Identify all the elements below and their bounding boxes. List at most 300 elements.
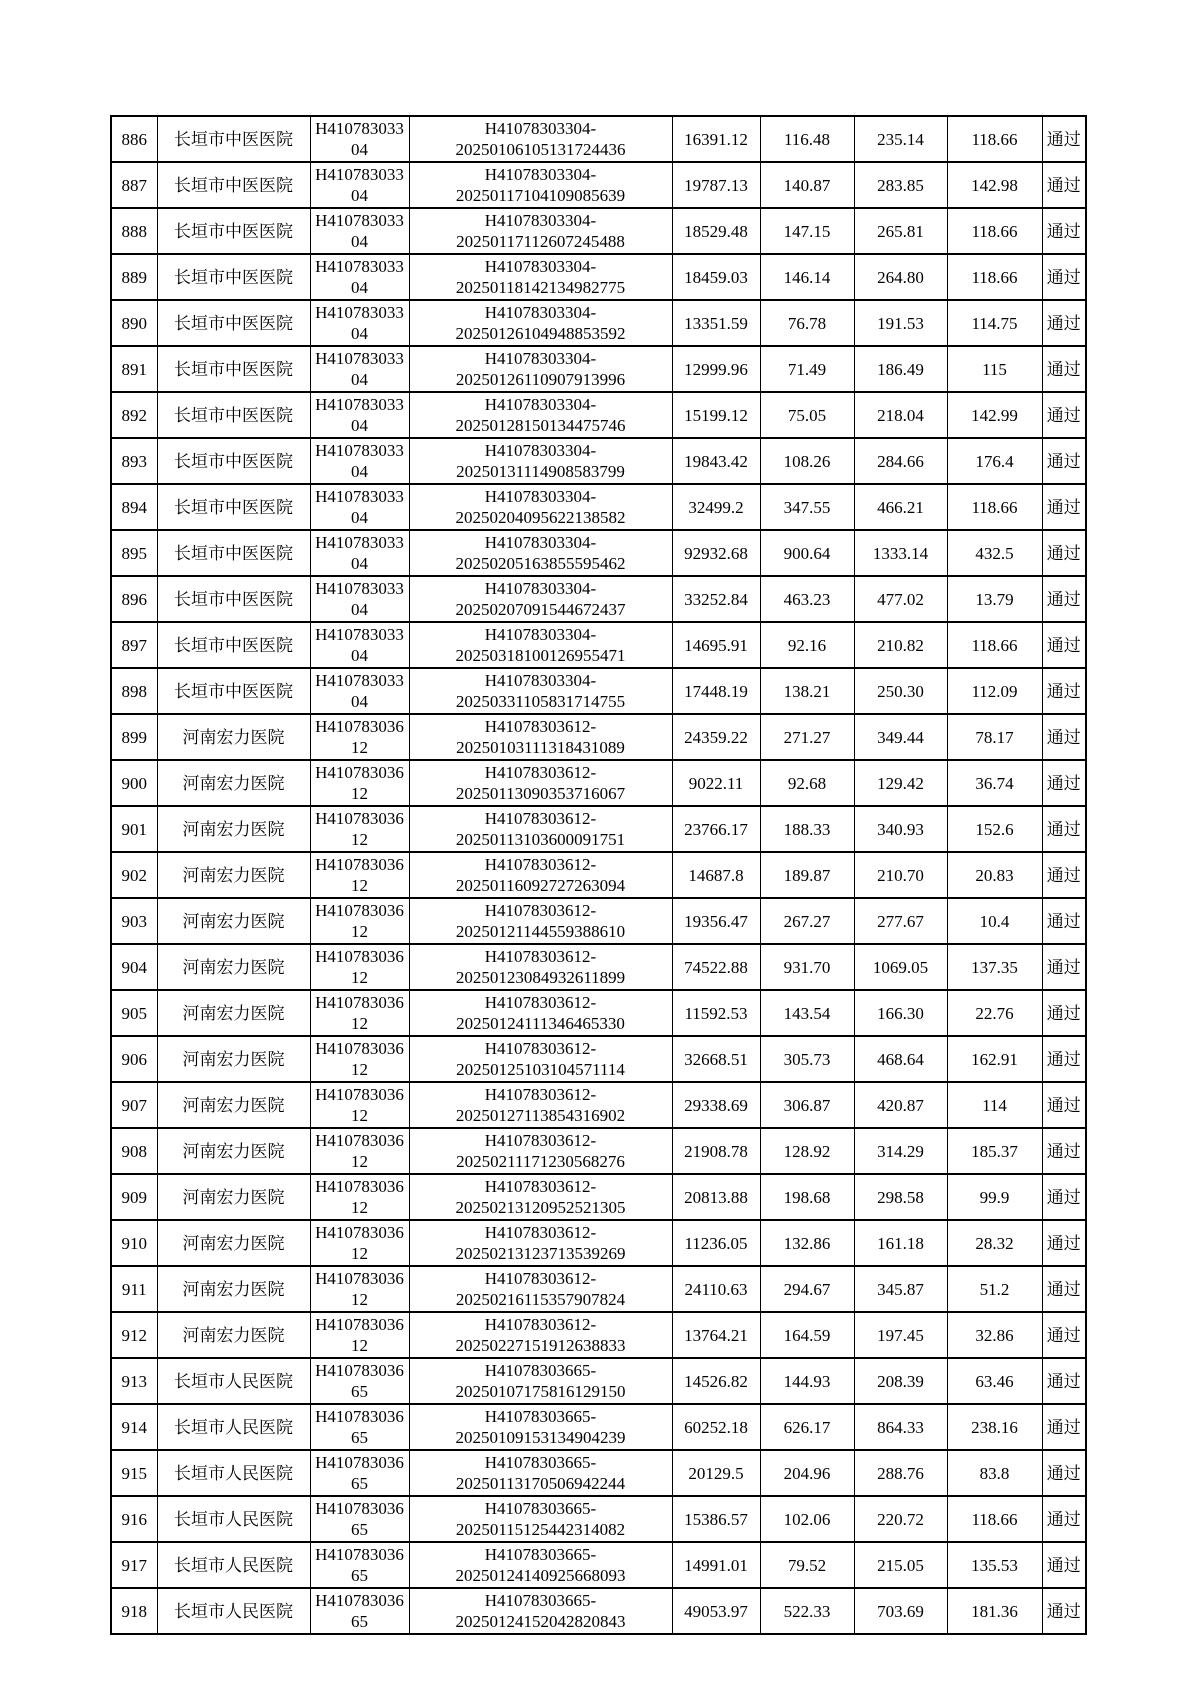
hospital-code-cell: H41078303612 [310, 1220, 409, 1266]
row-number-cell: 909 [111, 1174, 157, 1220]
hospital-code-cell: H41078303612 [310, 760, 409, 806]
hospital-name-cell: 长垣市中医医院 [157, 668, 310, 714]
amount4-cell: 20.83 [947, 852, 1042, 898]
settlement-id-cell: H41078303304-20250331105831714755 [409, 668, 672, 714]
hospital-name-cell: 长垣市中医医院 [157, 530, 310, 576]
amount4-cell: 32.86 [947, 1312, 1042, 1358]
amount1-cell: 19787.13 [672, 162, 760, 208]
hospital-code-cell: H41078303612 [310, 1036, 409, 1082]
hospital-name-cell: 长垣市人民医院 [157, 1450, 310, 1496]
amount3-cell: 186.49 [854, 346, 947, 392]
hospital-code-cell: H41078303665 [310, 1496, 409, 1542]
amount4-cell: 10.4 [947, 898, 1042, 944]
hospital-code-cell: H41078303304 [310, 668, 409, 714]
amount4-cell: 13.79 [947, 576, 1042, 622]
amount4-cell: 22.76 [947, 990, 1042, 1036]
amount4-cell: 142.98 [947, 162, 1042, 208]
amount2-cell: 267.27 [760, 898, 854, 944]
hospital-name-cell: 河南宏力医院 [157, 1082, 310, 1128]
row-number-cell: 886 [111, 116, 157, 162]
table-row [111, 162, 1086, 208]
amount1-cell: 15199.12 [672, 392, 760, 438]
amount2-cell: 147.15 [760, 208, 854, 254]
amount2-cell: 132.86 [760, 1220, 854, 1266]
amount1-cell: 14695.91 [672, 622, 760, 668]
table-row [111, 1404, 1086, 1450]
amount3-cell: 1069.05 [854, 944, 947, 990]
amount2-cell: 305.73 [760, 1036, 854, 1082]
table-row [111, 484, 1086, 530]
hospital-code-cell: H41078303612 [310, 944, 409, 990]
settlement-id-cell: H41078303612-20250125103104571114 [409, 1036, 672, 1082]
amount1-cell: 15386.57 [672, 1496, 760, 1542]
amount2-cell: 146.14 [760, 254, 854, 300]
amount3-cell: 864.33 [854, 1404, 947, 1450]
amount4-cell: 115 [947, 346, 1042, 392]
table-row [111, 1220, 1086, 1266]
settlement-id-cell: H41078303665-20250124140925668093 [409, 1542, 672, 1588]
table-row [111, 576, 1086, 622]
amount1-cell: 20813.88 [672, 1174, 760, 1220]
row-number-cell: 916 [111, 1496, 157, 1542]
hospital-code-cell: H41078303612 [310, 990, 409, 1036]
hospital-name-cell: 河南宏力医院 [157, 1174, 310, 1220]
amount4-cell: 118.66 [947, 1496, 1042, 1542]
hospital-name-cell: 河南宏力医院 [157, 852, 310, 898]
row-number-cell: 902 [111, 852, 157, 898]
row-number-cell: 907 [111, 1082, 157, 1128]
amount4-cell: 238.16 [947, 1404, 1042, 1450]
hospital-name-cell: 河南宏力医院 [157, 714, 310, 760]
table-row [111, 668, 1086, 714]
amount3-cell: 264.80 [854, 254, 947, 300]
review-status-cell: 通过 [1042, 760, 1086, 806]
hospital-name-cell: 河南宏力医院 [157, 760, 310, 806]
settlement-id-cell: H41078303612-20250113090353716067 [409, 760, 672, 806]
hospital-code-cell: H41078303612 [310, 898, 409, 944]
hospital-code-cell: H41078303665 [310, 1450, 409, 1496]
settlement-id-cell: H41078303304-20250117112607245488 [409, 208, 672, 254]
settlement-id-cell: H41078303665-20250124152042820843 [409, 1588, 672, 1634]
amount1-cell: 92932.68 [672, 530, 760, 576]
amount1-cell: 23766.17 [672, 806, 760, 852]
review-status-cell: 通过 [1042, 162, 1086, 208]
row-number-cell: 887 [111, 162, 157, 208]
review-status-cell: 通过 [1042, 944, 1086, 990]
settlement-id-cell: H41078303304-20250207091544672437 [409, 576, 672, 622]
table-row [111, 438, 1086, 484]
hospital-name-cell: 河南宏力医院 [157, 944, 310, 990]
review-status-cell: 通过 [1042, 1128, 1086, 1174]
hospital-code-cell: H41078303612 [310, 1174, 409, 1220]
hospital-name-cell: 河南宏力医院 [157, 1220, 310, 1266]
hospital-name-cell: 长垣市人民医院 [157, 1358, 310, 1404]
amount4-cell: 51.2 [947, 1266, 1042, 1312]
amount2-cell: 92.68 [760, 760, 854, 806]
amount2-cell: 102.06 [760, 1496, 854, 1542]
amount4-cell: 83.8 [947, 1450, 1042, 1496]
table-row [111, 1082, 1086, 1128]
review-status-cell: 通过 [1042, 668, 1086, 714]
amount3-cell: 208.39 [854, 1358, 947, 1404]
amount2-cell: 144.93 [760, 1358, 854, 1404]
amount1-cell: 11592.53 [672, 990, 760, 1036]
settlement-id-cell: H41078303665-20250107175816129150 [409, 1358, 672, 1404]
settlement-id-cell: H41078303304-20250126110907913996 [409, 346, 672, 392]
table-row [111, 622, 1086, 668]
amount3-cell: 1333.14 [854, 530, 947, 576]
amount2-cell: 900.64 [760, 530, 854, 576]
amount3-cell: 220.72 [854, 1496, 947, 1542]
amount3-cell: 468.64 [854, 1036, 947, 1082]
amount4-cell: 118.66 [947, 254, 1042, 300]
amount2-cell: 75.05 [760, 392, 854, 438]
settlement-id-cell: H41078303304-20250128150134475746 [409, 392, 672, 438]
hospital-name-cell: 河南宏力医院 [157, 990, 310, 1036]
hospital-code-cell: H41078303304 [310, 530, 409, 576]
settlement-table [110, 115, 1087, 1635]
amount4-cell: 63.46 [947, 1358, 1042, 1404]
amount3-cell: 235.14 [854, 116, 947, 162]
table-row [111, 392, 1086, 438]
review-status-cell: 通过 [1042, 392, 1086, 438]
amount3-cell: 210.70 [854, 852, 947, 898]
amount2-cell: 92.16 [760, 622, 854, 668]
amount2-cell: 931.70 [760, 944, 854, 990]
amount3-cell: 703.69 [854, 1588, 947, 1634]
amount3-cell: 215.05 [854, 1542, 947, 1588]
hospital-name-cell: 长垣市中医医院 [157, 576, 310, 622]
amount4-cell: 114 [947, 1082, 1042, 1128]
settlement-id-cell: H41078303612-20250121144559388610 [409, 898, 672, 944]
table-row [111, 1450, 1086, 1496]
table-row [111, 806, 1086, 852]
amount3-cell: 283.85 [854, 162, 947, 208]
table-row [111, 944, 1086, 990]
table-row [111, 346, 1086, 392]
hospital-name-cell: 河南宏力医院 [157, 1036, 310, 1082]
row-number-cell: 898 [111, 668, 157, 714]
amount1-cell: 11236.05 [672, 1220, 760, 1266]
amount1-cell: 60252.18 [672, 1404, 760, 1450]
review-status-cell: 通过 [1042, 1450, 1086, 1496]
amount2-cell: 138.21 [760, 668, 854, 714]
settlement-id-cell: H41078303304-20250131114908583799 [409, 438, 672, 484]
review-status-cell: 通过 [1042, 576, 1086, 622]
amount3-cell: 345.87 [854, 1266, 947, 1312]
hospital-name-cell: 长垣市中医医院 [157, 116, 310, 162]
row-number-cell: 904 [111, 944, 157, 990]
hospital-code-cell: H41078303304 [310, 254, 409, 300]
hospital-code-cell: H41078303304 [310, 484, 409, 530]
hospital-name-cell: 长垣市中医医院 [157, 346, 310, 392]
amount3-cell: 265.81 [854, 208, 947, 254]
hospital-name-cell: 长垣市中医医院 [157, 208, 310, 254]
row-number-cell: 894 [111, 484, 157, 530]
row-number-cell: 895 [111, 530, 157, 576]
row-number-cell: 917 [111, 1542, 157, 1588]
settlement-id-cell: H41078303612-20250213120952521305 [409, 1174, 672, 1220]
row-number-cell: 891 [111, 346, 157, 392]
amount1-cell: 19356.47 [672, 898, 760, 944]
amount4-cell: 185.37 [947, 1128, 1042, 1174]
amount3-cell: 349.44 [854, 714, 947, 760]
review-status-cell: 通过 [1042, 990, 1086, 1036]
review-status-cell: 通过 [1042, 254, 1086, 300]
amount1-cell: 74522.88 [672, 944, 760, 990]
settlement-id-cell: H41078303665-20250115125442314082 [409, 1496, 672, 1542]
table-row [111, 1128, 1086, 1174]
review-status-cell: 通过 [1042, 438, 1086, 484]
amount1-cell: 17448.19 [672, 668, 760, 714]
row-number-cell: 910 [111, 1220, 157, 1266]
amount4-cell: 152.6 [947, 806, 1042, 852]
table-row [111, 208, 1086, 254]
hospital-name-cell: 长垣市人民医院 [157, 1588, 310, 1634]
settlement-id-cell: H41078303304-20250205163855595462 [409, 530, 672, 576]
amount3-cell: 218.04 [854, 392, 947, 438]
review-status-cell: 通过 [1042, 622, 1086, 668]
settlement-id-cell: H41078303304-20250117104109085639 [409, 162, 672, 208]
table-row [111, 714, 1086, 760]
table-row [111, 852, 1086, 898]
amount1-cell: 24359.22 [672, 714, 760, 760]
settlement-id-cell: H41078303612-20250216115357907824 [409, 1266, 672, 1312]
amount1-cell: 18459.03 [672, 254, 760, 300]
settlement-id-cell: H41078303304-20250318100126955471 [409, 622, 672, 668]
amount3-cell: 466.21 [854, 484, 947, 530]
review-status-cell: 通过 [1042, 806, 1086, 852]
table-row [111, 1358, 1086, 1404]
hospital-code-cell: H41078303665 [310, 1404, 409, 1450]
amount3-cell: 284.66 [854, 438, 947, 484]
table-row [111, 1312, 1086, 1358]
amount1-cell: 29338.69 [672, 1082, 760, 1128]
hospital-code-cell: H41078303665 [310, 1542, 409, 1588]
amount2-cell: 463.23 [760, 576, 854, 622]
hospital-name-cell: 河南宏力医院 [157, 1266, 310, 1312]
settlement-id-cell: H41078303304-20250126104948853592 [409, 300, 672, 346]
hospital-code-cell: H41078303612 [310, 714, 409, 760]
amount3-cell: 420.87 [854, 1082, 947, 1128]
settlement-id-cell: H41078303612-20250211171230568276 [409, 1128, 672, 1174]
row-number-cell: 899 [111, 714, 157, 760]
amount2-cell: 164.59 [760, 1312, 854, 1358]
hospital-code-cell: H41078303304 [310, 622, 409, 668]
hospital-code-cell: H41078303665 [310, 1588, 409, 1634]
hospital-name-cell: 长垣市中医医院 [157, 254, 310, 300]
row-number-cell: 908 [111, 1128, 157, 1174]
settlement-id-cell: H41078303612-20250213123713539269 [409, 1220, 672, 1266]
row-number-cell: 903 [111, 898, 157, 944]
amount4-cell: 99.9 [947, 1174, 1042, 1220]
table-row [111, 254, 1086, 300]
amount3-cell: 314.29 [854, 1128, 947, 1174]
table-row [111, 1036, 1086, 1082]
settlement-id-cell: H41078303304-20250118142134982775 [409, 254, 672, 300]
amount1-cell: 12999.96 [672, 346, 760, 392]
amount4-cell: 118.66 [947, 484, 1042, 530]
table-row [111, 530, 1086, 576]
amount1-cell: 20129.5 [672, 1450, 760, 1496]
amount4-cell: 78.17 [947, 714, 1042, 760]
amount4-cell: 118.66 [947, 622, 1042, 668]
hospital-code-cell: H41078303304 [310, 300, 409, 346]
hospital-name-cell: 长垣市人民医院 [157, 1542, 310, 1588]
row-number-cell: 911 [111, 1266, 157, 1312]
table-row [111, 1588, 1086, 1634]
row-number-cell: 914 [111, 1404, 157, 1450]
table-row [111, 116, 1086, 162]
amount1-cell: 21908.78 [672, 1128, 760, 1174]
hospital-name-cell: 河南宏力医院 [157, 1312, 310, 1358]
amount4-cell: 176.4 [947, 438, 1042, 484]
amount2-cell: 116.48 [760, 116, 854, 162]
review-status-cell: 通过 [1042, 852, 1086, 898]
amount3-cell: 197.45 [854, 1312, 947, 1358]
amount4-cell: 118.66 [947, 116, 1042, 162]
hospital-name-cell: 长垣市中医医院 [157, 162, 310, 208]
amount1-cell: 32668.51 [672, 1036, 760, 1082]
review-status-cell: 通过 [1042, 1036, 1086, 1082]
amount3-cell: 277.67 [854, 898, 947, 944]
amount2-cell: 271.27 [760, 714, 854, 760]
table-row [111, 1266, 1086, 1312]
amount2-cell: 188.33 [760, 806, 854, 852]
amount3-cell: 288.76 [854, 1450, 947, 1496]
settlement-id-cell: H41078303304-20250106105131724436 [409, 116, 672, 162]
row-number-cell: 889 [111, 254, 157, 300]
amount2-cell: 79.52 [760, 1542, 854, 1588]
hospital-code-cell: H41078303612 [310, 1266, 409, 1312]
table-row [111, 898, 1086, 944]
settlement-id-cell: H41078303612-20250227151912638833 [409, 1312, 672, 1358]
row-number-cell: 913 [111, 1358, 157, 1404]
row-number-cell: 896 [111, 576, 157, 622]
settlement-table-body [111, 116, 1086, 1634]
amount4-cell: 118.66 [947, 208, 1042, 254]
hospital-code-cell: H41078303612 [310, 806, 409, 852]
review-status-cell: 通过 [1042, 1496, 1086, 1542]
hospital-code-cell: H41078303304 [310, 576, 409, 622]
table-row [111, 760, 1086, 806]
amount2-cell: 198.68 [760, 1174, 854, 1220]
amount1-cell: 9022.11 [672, 760, 760, 806]
amount4-cell: 28.32 [947, 1220, 1042, 1266]
row-number-cell: 905 [111, 990, 157, 1036]
amount1-cell: 19843.42 [672, 438, 760, 484]
review-status-cell: 通过 [1042, 346, 1086, 392]
amount1-cell: 13764.21 [672, 1312, 760, 1358]
amount3-cell: 210.82 [854, 622, 947, 668]
review-status-cell: 通过 [1042, 1312, 1086, 1358]
amount3-cell: 191.53 [854, 300, 947, 346]
amount3-cell: 129.42 [854, 760, 947, 806]
table-row [111, 990, 1086, 1036]
hospital-name-cell: 长垣市人民医院 [157, 1404, 310, 1450]
review-status-cell: 通过 [1042, 1542, 1086, 1588]
amount3-cell: 340.93 [854, 806, 947, 852]
amount4-cell: 137.35 [947, 944, 1042, 990]
review-status-cell: 通过 [1042, 530, 1086, 576]
review-status-cell: 通过 [1042, 1082, 1086, 1128]
amount2-cell: 108.26 [760, 438, 854, 484]
review-status-cell: 通过 [1042, 1358, 1086, 1404]
amount2-cell: 71.49 [760, 346, 854, 392]
amount3-cell: 477.02 [854, 576, 947, 622]
review-status-cell: 通过 [1042, 484, 1086, 530]
row-number-cell: 918 [111, 1588, 157, 1634]
amount1-cell: 49053.97 [672, 1588, 760, 1634]
table-row [111, 1542, 1086, 1588]
settlement-id-cell: H41078303612-20250123084932611899 [409, 944, 672, 990]
hospital-name-cell: 长垣市人民医院 [157, 1496, 310, 1542]
row-number-cell: 893 [111, 438, 157, 484]
amount3-cell: 166.30 [854, 990, 947, 1036]
settlement-id-cell: H41078303612-20250116092727263094 [409, 852, 672, 898]
settlement-id-cell: H41078303665-20250109153134904239 [409, 1404, 672, 1450]
hospital-code-cell: H41078303304 [310, 116, 409, 162]
settlement-id-cell: H41078303612-20250113103600091751 [409, 806, 672, 852]
amount2-cell: 143.54 [760, 990, 854, 1036]
amount1-cell: 13351.59 [672, 300, 760, 346]
settlement-id-cell: H41078303612-20250127113854316902 [409, 1082, 672, 1128]
hospital-name-cell: 长垣市中医医院 [157, 300, 310, 346]
review-status-cell: 通过 [1042, 1220, 1086, 1266]
table-row [111, 1496, 1086, 1542]
hospital-code-cell: H41078303304 [310, 392, 409, 438]
amount3-cell: 161.18 [854, 1220, 947, 1266]
row-number-cell: 901 [111, 806, 157, 852]
amount2-cell: 140.87 [760, 162, 854, 208]
amount1-cell: 32499.2 [672, 484, 760, 530]
amount4-cell: 162.91 [947, 1036, 1042, 1082]
row-number-cell: 897 [111, 622, 157, 668]
hospital-code-cell: H41078303612 [310, 1082, 409, 1128]
amount1-cell: 14526.82 [672, 1358, 760, 1404]
hospital-name-cell: 长垣市中医医院 [157, 622, 310, 668]
hospital-name-cell: 长垣市中医医院 [157, 438, 310, 484]
amount4-cell: 142.99 [947, 392, 1042, 438]
amount2-cell: 128.92 [760, 1128, 854, 1174]
settlement-id-cell: H41078303304-20250204095622138582 [409, 484, 672, 530]
review-status-cell: 通过 [1042, 898, 1086, 944]
amount2-cell: 189.87 [760, 852, 854, 898]
amount1-cell: 14687.8 [672, 852, 760, 898]
hospital-code-cell: H41078303612 [310, 1312, 409, 1358]
amount1-cell: 16391.12 [672, 116, 760, 162]
settlement-id-cell: H41078303612-20250103111318431089 [409, 714, 672, 760]
row-number-cell: 912 [111, 1312, 157, 1358]
amount4-cell: 36.74 [947, 760, 1042, 806]
amount2-cell: 626.17 [760, 1404, 854, 1450]
amount1-cell: 33252.84 [672, 576, 760, 622]
amount1-cell: 14991.01 [672, 1542, 760, 1588]
hospital-code-cell: H41078303304 [310, 208, 409, 254]
review-status-cell: 通过 [1042, 1266, 1086, 1312]
hospital-code-cell: H41078303304 [310, 346, 409, 392]
amount1-cell: 24110.63 [672, 1266, 760, 1312]
amount2-cell: 522.33 [760, 1588, 854, 1634]
review-status-cell: 通过 [1042, 1404, 1086, 1450]
amount4-cell: 114.75 [947, 300, 1042, 346]
review-status-cell: 通过 [1042, 116, 1086, 162]
amount4-cell: 135.53 [947, 1542, 1042, 1588]
hospital-name-cell: 河南宏力医院 [157, 898, 310, 944]
amount4-cell: 432.5 [947, 530, 1042, 576]
settlement-id-cell: H41078303665-20250113170506942244 [409, 1450, 672, 1496]
amount1-cell: 18529.48 [672, 208, 760, 254]
